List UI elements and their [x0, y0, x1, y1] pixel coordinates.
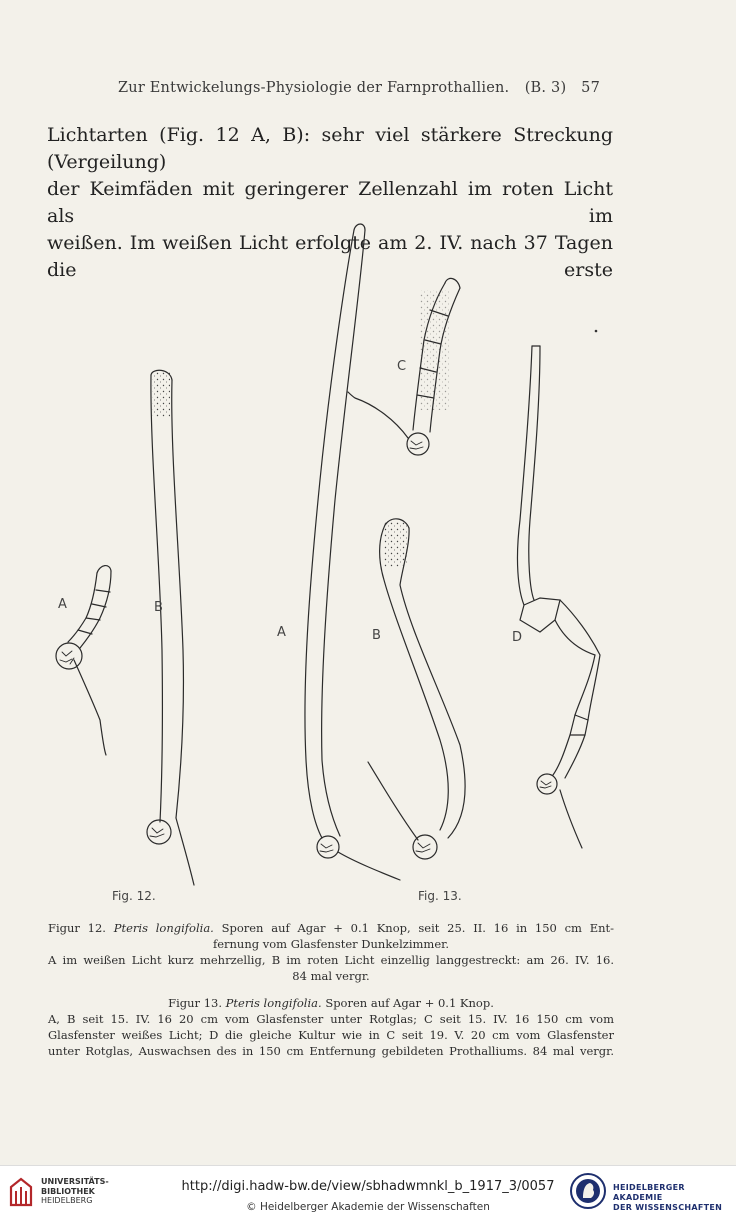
academy-line: HEIDELBERGER AKADEMIE: [613, 1183, 685, 1202]
fig13-d-drawing: [517, 330, 600, 848]
body-line: Lichtarten (Fig. 12 A, B): sehr viel stärkere Streckung (Vergeilung): [47, 124, 613, 173]
fig13-caption: [48, 995, 614, 1059]
copyright-notice: © Heidelberger Akademie der Wissenschaften: [246, 1201, 490, 1213]
caption-text: 84 mal vergr.: [292, 969, 370, 983]
caption-text: Sporen auf Agar + 0.1 Knop.: [325, 996, 494, 1010]
fig13-letter-d: D: [512, 630, 523, 645]
caption-text: Sporen auf Agar + 0.1 Knop, seit 25. II. 16 in 150 cm Ent-: [221, 921, 615, 935]
body-line: weißen. Im weißen Licht erfolgte am 2. IV. nach 37 Tagen die erste: [47, 232, 613, 281]
running-title: Zur Entwickelungs-Physiologie der Farnprothallien.: [118, 80, 510, 96]
fig13-letter-c: C: [397, 359, 407, 374]
fig12-b-drawing: [147, 370, 194, 885]
digitization-footer: [0, 1165, 736, 1219]
body-line: der Keimfäden mit geringerer Zellenzahl im roten Licht als im: [47, 178, 613, 227]
ub-line: BIBLIOTHEK: [41, 1186, 95, 1196]
caption-prefix: Figur 12.: [48, 921, 106, 935]
academy-name: [613, 1183, 736, 1213]
caption-text: fernung vom Glasfenster Dunkelzimmer.: [212, 937, 450, 951]
fig12-a-drawing: [56, 566, 111, 755]
academy-seal-icon: [569, 1172, 607, 1210]
caption-text: Glasfenster weißes Licht; D die gleiche Kultur wie in C seit 19. V. 20 cm vom Glasfenster: [48, 1028, 614, 1042]
caption-text: unter Rotglas, Auswachsen des in 150 cm Entfernung gebildeten Prothalliums. 84 mal vergr.: [48, 1044, 614, 1058]
fig12-label: Fig. 12.: [112, 889, 156, 903]
ub-line: UNIVERSITÄTS-: [41, 1177, 109, 1186]
fig13-letter-b: B: [372, 628, 381, 643]
fig13-b-drawing: [368, 519, 465, 859]
caption-species: Pteris longifolia.: [113, 921, 214, 935]
caption-prefix: Figur 13.: [168, 996, 222, 1010]
fig12-letter-a: A: [58, 597, 67, 612]
caption-species: Pteris longifolia.: [225, 996, 322, 1010]
fig12-caption: [48, 920, 614, 984]
page-number: 57: [581, 80, 600, 96]
permalink-url[interactable]: http://digi.hadw-bw.de/view/sbhadwmnkl_b_1917_3/0057: [181, 1179, 555, 1194]
series-label: (B. 3): [524, 80, 567, 96]
caption-text: A im weißen Licht kurz mehrzellig, B im roten Licht einzellig langgestreckt: am 26. IV. 16.: [48, 953, 614, 967]
ub-line: HEIDELBERG: [41, 1196, 93, 1205]
fig13-label: Fig. 13.: [418, 889, 462, 903]
academy-line: DER WISSENSCHAFTEN: [613, 1203, 723, 1212]
fig12-letter-b: B: [154, 600, 163, 615]
fig13-letter-a: A: [277, 625, 286, 640]
caption-text: A, B seit 15. IV. 16 20 cm vom Glasfenster unter Rotglas; C seit 15. IV. 16 150 cm vom: [48, 1012, 614, 1026]
